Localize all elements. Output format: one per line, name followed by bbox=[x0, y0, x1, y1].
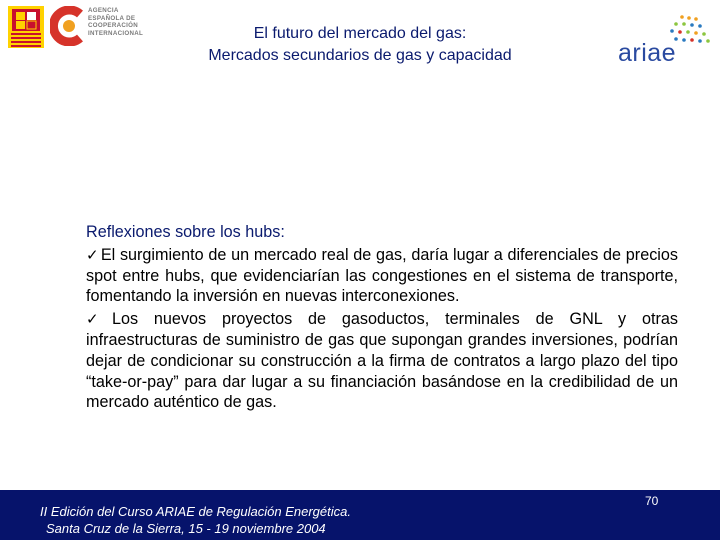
checkmark-icon: ✓ bbox=[86, 310, 110, 329]
slide-body bbox=[86, 222, 678, 413]
slide-title bbox=[150, 23, 570, 67]
checkmark-icon: ✓ bbox=[86, 245, 99, 264]
list-item bbox=[86, 245, 678, 307]
list-item-text: El surgimiento de un mercado real de gas, daría lugar a diferenciales de precios spot entre hubs, que evidenciarían las congestiones en el sistema de transporte, fomentando la inversión en nuevas interconexiones. bbox=[86, 245, 678, 306]
ariae-logo bbox=[612, 14, 712, 70]
footer-line-2: Santa Cruz de la Sierra, 15 - 19 noviembre 2004 bbox=[46, 521, 326, 536]
ariae-wordmark: ariae bbox=[618, 39, 677, 67]
footer-line-1: II Edición del Curso ARIAE de Regulación Energética. bbox=[40, 504, 351, 519]
title-line-1: El futuro del mercado del gas: bbox=[253, 25, 467, 42]
ministry-logo bbox=[8, 6, 44, 48]
footer-bar bbox=[0, 490, 720, 540]
title-line-2: Mercados secundarios de gas y capacidad bbox=[208, 47, 512, 64]
page-number: 70 bbox=[645, 494, 659, 508]
coat-of-arms-icon bbox=[8, 6, 44, 48]
list-item-text: Los nuevos proyectos de gasoductos, terminales de GNL y otras infraestructuras de suministro de gas que supongan grandes inversiones, podrían dejar de condicionar su construcción a la firma de contratos a largo plazo del tipo “take-or-pay” para dar lugar a su financiación basándose en la credibilidad de un mercado auténtico de gas. bbox=[86, 310, 678, 412]
section-heading: Reflexiones sobre los hubs: bbox=[86, 223, 285, 241]
aecid-wordmark: AGENCIA ESPAÑOLA DE COOPERACIÓN INTERNACIONAL bbox=[88, 7, 144, 37]
aecid-c-icon bbox=[50, 6, 86, 46]
footer-caption bbox=[40, 503, 351, 537]
list-item bbox=[86, 309, 678, 413]
